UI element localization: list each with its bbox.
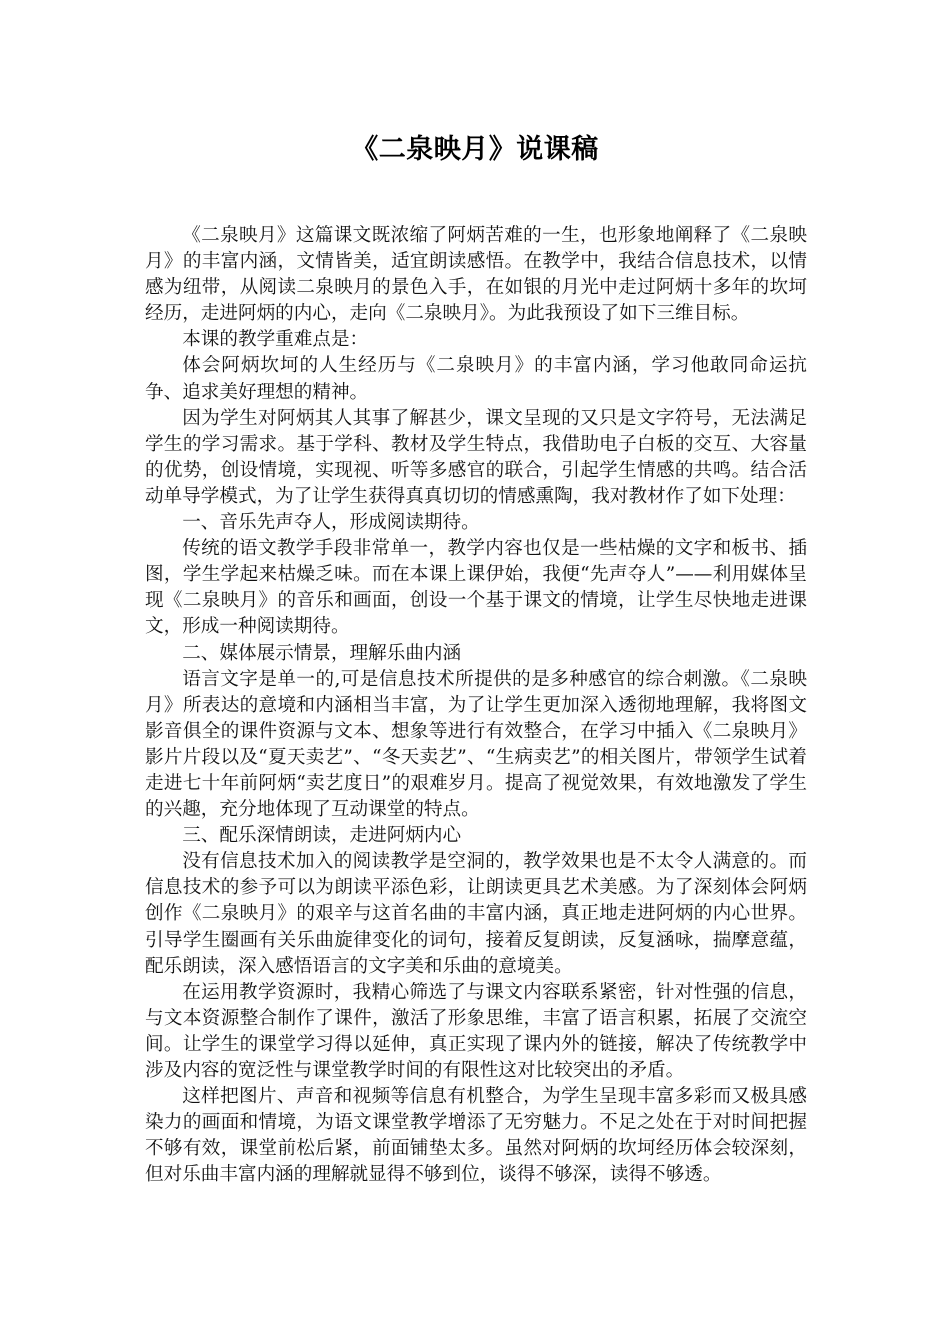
paragraph-key-points-heading: 本课的教学重难点是： bbox=[182, 329, 369, 351]
paragraph-teaching-approach: 因为学生对阿炳其人其事了解甚少，课文呈现的又只是文字符号，无法满足学生的学习需求。基于学科、教材及学生特点，我借助电子白板的交互、大容量的优势，创设情境，实现视、听等多感官的联合，引起学生情感的共鸣。结合活动单导学模式，为了让学生获得真真切切的情感熏陶，我对教材作了如下处理： bbox=[145, 407, 807, 507]
paragraph-resources: 在运用教学资源时，我精心筛选了与课文内容联系紧密，针对性强的信息，与文本资源整合制作了课件，激活了形象思维，丰富了语言积累，拓展了交流空间。让学生的课堂学习得以延伸，真正实现了课内外的链接，解决了传统教学中涉及内容的宽泛性与课堂教学时间的有限性这对比较突出的矛盾。 bbox=[145, 981, 807, 1081]
paragraph-key-points: 体会阿炳坎坷的人生经历与《二泉映月》的丰富内涵，学习他敢同命运抗争、追求美好理想的精神。 bbox=[145, 355, 807, 403]
section-heading-3: 三、配乐深情朗读，走进阿炳内心 bbox=[182, 825, 462, 847]
paragraph-reflection: 这样把图片、声音和视频等信息有机整合，为学生呈现丰富多彩而又极具感染力的画面和情境，为语文课堂教学增添了无穷魅力。不足之处在于对时间把握不够有效，课堂前松后紧，前面铺垫太多。虽然对阿炳的坎坷经历体会较深刻，但对乐曲丰富内涵的理解就显得不够到位，谈得不够深，读得不够透。 bbox=[145, 1086, 807, 1186]
paragraph-section-2: 语言文字是单一的,可是信息技术所提供的是多种感官的综合刺激。《二泉映月》所表达的意境和内涵相当丰富，为了让学生更加深入透彻地理解，我将图文影音俱全的课件资源与文本、想象等进行有效整合，在学习中插入《二泉映月》影片片段以及“夏天卖艺”、“冬天卖艺”、“生病卖艺”的相关图片，带领学生试着走进七十年前阿炳“卖艺度日”的艰难岁月。提高了视觉效果，有效地激发了学生的兴趣，充分地体现了互动课堂的特点。 bbox=[145, 668, 807, 821]
paragraph-section-1: 传统的语文教学手段非常单一，教学内容也仅是一些枯燥的文字和板书、插图，学生学起来枯燥乏味。而在本课上课伊始，我便“先声夺人”——利用媒体呈现《二泉映月》的音乐和画面，创设一个基于课文的情境，让学生尽快地走进课文，形成一种阅读期待。 bbox=[145, 538, 807, 638]
paragraph-intro: 《二泉映月》这篇课文既浓缩了阿炳苦难的一生，也形象地阐释了《二泉映月》的丰富内涵，文情皆美，适宜朗读感悟。在教学中，我结合信息技术，以情感为纽带，从阅读二泉映月的景色入手，在如银的月光中走过阿炳十多年的坎坷经历，走进阿炳的内心，走向《二泉映月》。为此我预设了如下三维目标。 bbox=[145, 225, 807, 325]
section-heading-1: 一、音乐先声夺人，形成阅读期待。 bbox=[182, 512, 480, 534]
document-title: 《二泉映月》说课稿 bbox=[351, 134, 599, 165]
paragraph-section-3: 没有信息技术加入的阅读教学是空洞的，教学效果也是不太令人满意的。而信息技术的参予可以为朗读平添色彩，让朗读更具艺术美感。为了深刻体会阿炳创作《二泉映月》的艰辛与这首名曲的丰富内涵，真正地走进阿炳的内心世界。引导学生圈画有关乐曲旋律变化的词句，接着反复朗读，反复涵咏，揣摩意蕴，配乐朗读，深入感悟语言的文字美和乐曲的意境美。 bbox=[145, 851, 807, 977]
section-heading-2: 二、媒体展示情景，理解乐曲内涵 bbox=[182, 642, 462, 664]
document-body bbox=[145, 223, 807, 1188]
